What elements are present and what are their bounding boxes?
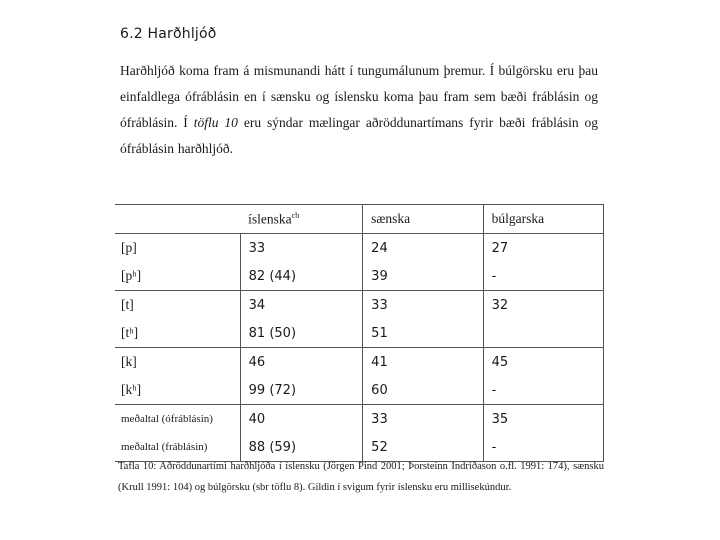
cell-bulgarian: 35 [483, 405, 603, 434]
cell-bulgarian [483, 319, 603, 348]
cell-swedish: 51 [363, 319, 483, 348]
cell-swedish: 60 [363, 376, 483, 405]
table-row [115, 234, 604, 263]
row-label: [t] [115, 291, 240, 320]
header-icelandic-sup: cb [291, 210, 300, 220]
cell-bulgarian: 32 [483, 291, 603, 320]
body-paragraph [120, 58, 598, 162]
paragraph-text-1: Harðhljóð koma fram á mismunandi hátt í tungumálunum þremur. Í búlgörsku eru þau einfaldlega ófráblásin en í sænsku og íslensku koma þau fram sem bæði fráblásin og ófráblásin. Í [120, 63, 598, 130]
table-row [115, 405, 604, 434]
row-label: [pʰ] [115, 262, 240, 291]
row-label: meðaltal (ófráblásin) [115, 405, 240, 434]
header-empty [115, 205, 240, 234]
cell-icelandic: 81 (50) [240, 319, 363, 348]
cell-swedish: 39 [363, 262, 483, 291]
cell-bulgarian: 45 [483, 348, 603, 377]
table-row [115, 262, 604, 291]
cell-swedish: 52 [363, 433, 483, 462]
cell-swedish: 33 [363, 291, 483, 320]
row-label: meðaltal (fráblásin) [115, 433, 240, 462]
row-label: [p] [115, 234, 240, 263]
cell-icelandic: 34 [240, 291, 363, 320]
table-row [115, 319, 604, 348]
cell-icelandic: 82 (44) [240, 262, 363, 291]
cell-swedish: 24 [363, 234, 483, 263]
cell-icelandic: 33 [240, 234, 363, 263]
measurement-table [115, 204, 604, 462]
cell-icelandic: 40 [240, 405, 363, 434]
paragraph-text-2: eru sýndar mælingar aðröddunartímans fyrir bæði fráblásin og ófráblásin harðhljóð. [120, 115, 598, 156]
cell-icelandic: 88 (59) [240, 433, 363, 462]
header-icelandic: íslenska$^{cb}$ [240, 205, 363, 234]
table-row [115, 348, 604, 377]
header-swedish: sænska [363, 205, 483, 234]
cell-bulgarian: - [483, 376, 603, 405]
row-label: [kʰ] [115, 376, 240, 405]
table-row [115, 376, 604, 405]
row-label: [tʰ] [115, 319, 240, 348]
table-caption: Tafla 10: Aðröddunartími harðhljóða í íslensku (Jörgen Pind 2001; Þorsteinn Indriðason o.fl. 1991: 174), sænsku (Krull 1991: 104) og búlgörsku (sbr töflu 8). Gildin í svigum fyrir íslensku eru millisekúndur. [118, 461, 604, 493]
section-heading: 6.2 Harðhljóð [120, 26, 217, 42]
cell-icelandic: 46 [240, 348, 363, 377]
row-label: [k] [115, 348, 240, 377]
header-bulgarian: búlgarska [483, 205, 603, 234]
cell-swedish: 33 [363, 405, 483, 434]
cell-bulgarian: - [483, 262, 603, 291]
cell-icelandic: 99 (72) [240, 376, 363, 405]
table-header-row [115, 205, 604, 234]
cell-swedish: 41 [363, 348, 483, 377]
table-row [115, 291, 604, 320]
cell-bulgarian: 27 [483, 234, 603, 263]
cell-bulgarian: - [483, 433, 603, 462]
table-reference: töflu 10 [193, 115, 238, 130]
